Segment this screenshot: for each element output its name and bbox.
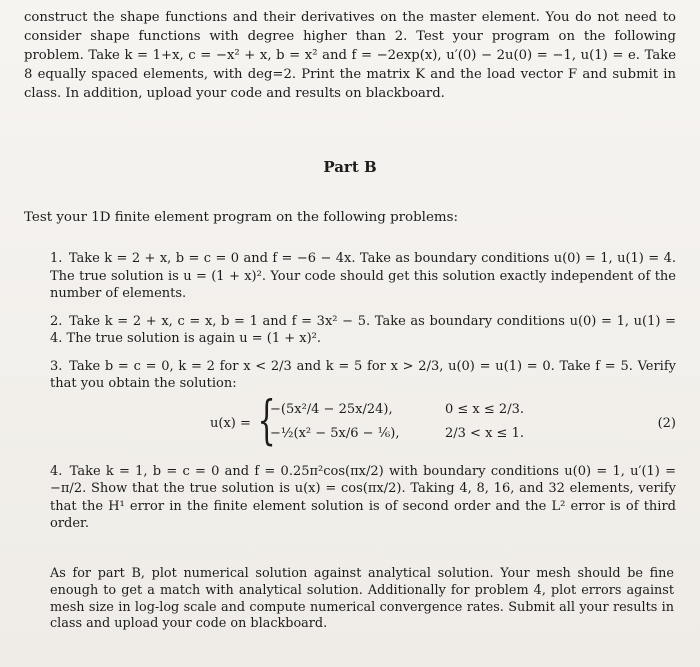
equation-number: (2) bbox=[657, 415, 676, 431]
piecewise-equation bbox=[50, 390, 676, 453]
closing-paragraph: As for part B, plot numerical solution against analytical solution. Your mesh should be fine enough to get a match with analytical solution. Additionally for problem 4, plot errors against mesh size in log-log scale and compute numerical convergence rates. Submit all your results in class and upload your code on blackboard. bbox=[50, 566, 674, 632]
intro-paragraph: construct the shape functions and their derivatives on the master element. You do not need to consider shape functions with degree higher than 2. Test your program on the following problem. Take k = 1+x, c = −x² + x, b = x² and f = −2exp(x), u′(0) − 2u(0) = −1, u(1) = e. Take 8 equally spaced elements, with deg=2. Print the matrix K and the load vector F and submit in class. In addition, upload your code and results on blackboard. bbox=[24, 10, 676, 101]
equation-condition-2: 2/3 < x ≤ 1. bbox=[445, 425, 524, 441]
problem-text: Take k = 2 + x, c = x, b = 1 and f = 3x² − 5. Take as boundary conditions u(0) = 1, u(1) = 4. The true solution is again u = (1 + x)². bbox=[50, 313, 676, 346]
equation-lhs: u(x) = bbox=[210, 415, 251, 431]
problem-item bbox=[50, 358, 676, 453]
problem-text: Take k = 1, b = c = 0 and f = 0.25π²cos(πx/2) with boundary conditions u(0) = 1, u′(1) = −π/2. Show that the true solution is u(x) = cos(πx/2). Taking 4, 8, 16, and 32 elements, verify that the H¹ error in the finite element solution is of second order and the L² error is of third order. bbox=[50, 463, 676, 531]
problem-item bbox=[50, 313, 676, 348]
part-b-lead: Test your 1D finite element program on the following problems: bbox=[24, 210, 458, 225]
problem-text: Take k = 2 + x, b = c = 0 and f = −6 − 4x. Take as boundary conditions u(0) = 1, u(1) = 4. The true solution is u = (1 + x)². Your code should get this solution exactly independent of the number of elements. bbox=[50, 251, 676, 301]
problem-item bbox=[50, 250, 676, 303]
problem-list bbox=[50, 250, 676, 543]
problem-item bbox=[50, 463, 676, 533]
equation-case-2: −½(x² − 5x/6 − ⅙), bbox=[270, 425, 400, 441]
problem-number: 2. bbox=[50, 313, 63, 329]
problem-number: 4. bbox=[50, 463, 63, 479]
part-b-heading: Part B bbox=[323, 158, 377, 176]
problem-text: Take b = c = 0, k = 2 for x < 2/3 and k = 5 for x > 2/3, u(0) = u(1) = 0. Take f = 5. Verify that you obtain the solution: bbox=[50, 358, 677, 391]
problem-number: 1. bbox=[50, 251, 63, 266]
equation-case-1: −(5x²/4 − 25x/24), bbox=[270, 401, 393, 417]
left-brace-icon: { bbox=[257, 390, 276, 451]
equation-condition-1: 0 ≤ x ≤ 2/3. bbox=[445, 401, 524, 417]
problem-number: 3. bbox=[50, 358, 63, 374]
